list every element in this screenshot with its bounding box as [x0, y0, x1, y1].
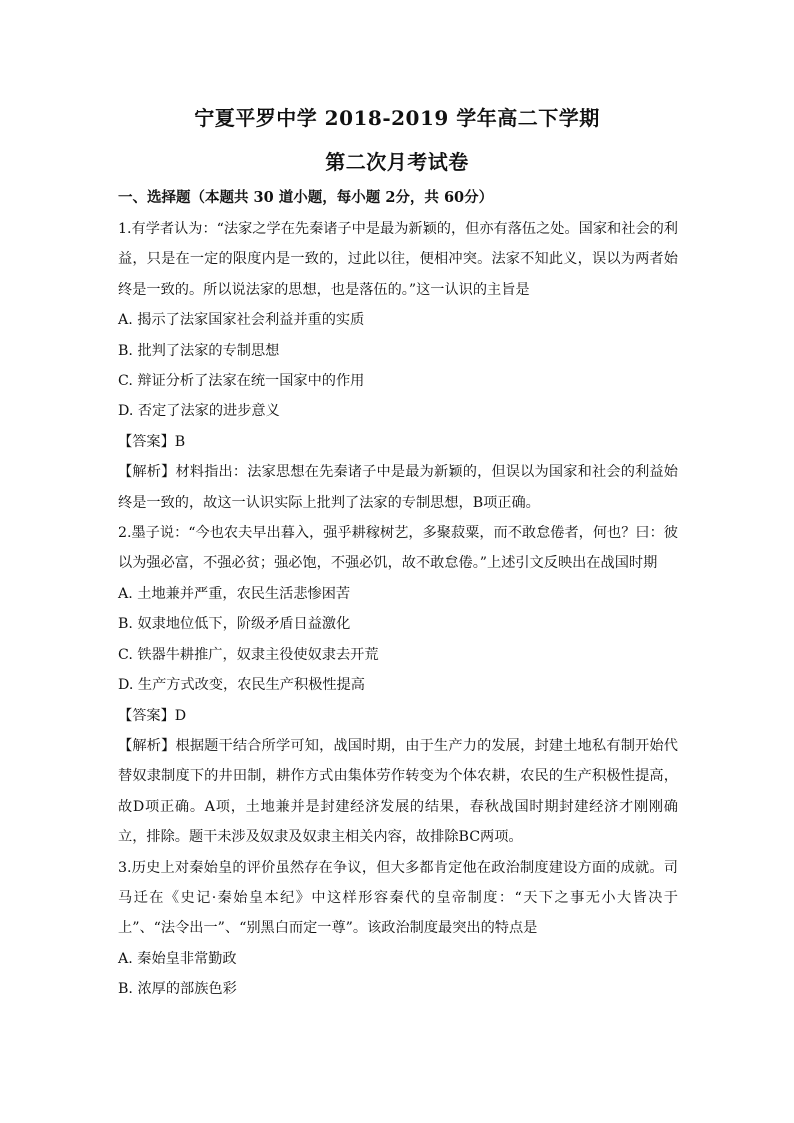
document-title: 宁夏平罗中学 2018-2019 学年高二下学期	[194, 106, 600, 130]
question-2-analysis: 【解析】根据题干结合所学可知，战国时期，由于生产力的发展，封建土地私有制开始代替奴隶制度下的井田制，耕作方式由集体劳作转变为个体农耕，农民的生产积极性提高，故D项正确。A项，土地兼并是封建经济发展的结果，春秋战国时期封建经济才刚刚确立，排除。题干未涉及奴隶及奴隶主相关内容，故排除BC两项。	[118, 737, 678, 846]
section-heading: 一、选择题（本题共 30 道小题，每小题 2分，共 60分）	[118, 189, 494, 206]
question-stem-3: 3.历史上对秦始皇的评价虽然存在争议，但大多都肯定他在政治制度建设方面的成就。司马迁在《史记·秦始皇本纪》中这样形容秦代的皇帝制度：“天下之事无小大皆决于上”、“法令出一”、“别黑白而定一尊”。该政治制度最突出的特点是	[118, 859, 678, 937]
question-2-option-b: B. 奴隶地位低下，阶级矛盾日益激化	[118, 616, 351, 633]
question-1-option-d: D. 否定了法家的进步意义	[118, 403, 280, 420]
question-2-answer: 【答案】D	[118, 707, 187, 724]
question-3-option-b: B. 浓厚的部族色彩	[118, 981, 237, 998]
question-2-option-a: A. 土地兼并严重，农民生活悲惨困苦	[118, 585, 351, 602]
question-stem-2: 2.墨子说：“今也农夫早出暮入，强乎耕稼树艺，多聚菽粟，而不敢怠倦者，何也？曰：彼以为强必富，不强必贫；强必饱，不强必饥，故不敢怠倦。”上述引文反映出在战国时期	[118, 525, 678, 572]
question-1-option-c: C. 辩证分析了法家在统一国家中的作用	[118, 373, 365, 390]
document-subtitle: 第二次月考试卷	[325, 150, 469, 174]
question-1-answer: 【答案】B	[118, 433, 186, 450]
question-1-option-b: B. 批判了法家的专制思想	[118, 342, 280, 359]
question-2-option-c: C. 铁器牛耕推广，奴隶主役使奴隶去开荒	[118, 646, 379, 663]
question-2-option-d: D. 生产方式改变，农民生产积极性提高	[118, 677, 365, 694]
question-1-option-a: A. 揭示了法家国家社会利益并重的实质	[118, 312, 365, 329]
question-1-analysis: 【解析】材料指出：法家思想在先秦诸子中是最为新颖的，但误以为国家和社会的利益始终是一致的，故这一认识实际上批判了法家的专制思想，B项正确。	[118, 464, 678, 511]
question-stem-1: 1.有学者认为：“法家之学在先秦诸子中是最为新颖的，但亦有落伍之处。国家和社会的利益，只是在一定的限度内是一致的，过此以往，便相冲突。法家不知此义，误以为两者始终是一致的。所以说法家的思想，也是落伍的。”这一认识的主旨是	[118, 221, 678, 298]
question-3-option-a: A. 秦始皇非常勤政	[118, 950, 237, 967]
questions-content	[118, 214, 678, 1005]
